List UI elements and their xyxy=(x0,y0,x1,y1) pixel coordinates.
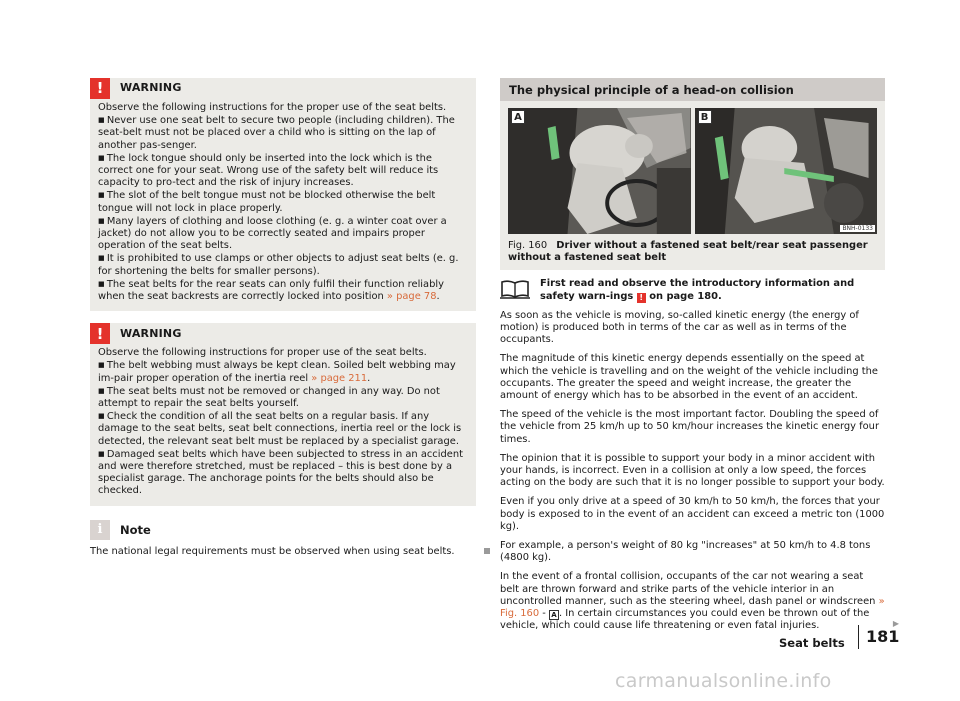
note-body: The national legal requirements must be observed when using seat belts. xyxy=(90,545,455,557)
warning-intro: Observe the following instructions for the proper use of the seat belts. xyxy=(98,102,447,113)
warning-item: ■ The seat belts must not be removed or changed in any way. Do not attempt to repair the seat belts yourself. xyxy=(98,385,468,410)
section-title: The physical principle of a head-on collision xyxy=(500,78,885,101)
crash-illustration-b xyxy=(695,108,878,234)
figure xyxy=(500,101,885,270)
page-number: 181 xyxy=(866,627,900,646)
figure-number: Fig. 160 xyxy=(508,240,548,251)
note-title: Note xyxy=(120,522,151,537)
paragraph xyxy=(500,571,899,632)
figure-panel-a xyxy=(508,108,691,234)
exclamation-icon: ! xyxy=(637,293,646,303)
panel-ref-a: A xyxy=(549,610,559,620)
warning-item: ■ The lock tongue should only be inserted into the lock which is the correct one for your seat. Wrong use of the safety belt will reduce its capacity to pro-tect and the risk of injury increases. xyxy=(98,152,468,190)
footer-divider xyxy=(858,625,859,649)
warning-item xyxy=(98,278,468,303)
paragraph: The opinion that it is possible to support your body in a minor accident with your hands, is incorrect. Even in a collision at only a low speed, the forces acting on the body are such that it is no longer possible to support your body. xyxy=(500,452,885,489)
image-code: BNH-0133 xyxy=(842,225,873,232)
continue-arrow-icon: ▶ xyxy=(892,619,899,629)
figure-panel-b xyxy=(695,108,878,234)
note-text xyxy=(90,546,476,558)
crash-illustration-a xyxy=(508,108,691,234)
watermark: carmanualsonline.info xyxy=(615,670,832,692)
section-end-icon xyxy=(484,548,490,554)
page-211-link[interactable]: » page 211 xyxy=(311,372,368,384)
warning-item: ■ Many layers of clothing and loose clothing (e. g. a winter coat over a jacket) do not allow you to be correctly seated and impairs proper operation of the seat belts. xyxy=(98,215,468,253)
panel-label-b: B xyxy=(698,110,712,124)
left-column xyxy=(90,78,476,558)
warning-item: ■ Never use one seat belt to secure two people (including children). The seat-belt must not be placed over a child who is sitting on the lap of another pas-senger. xyxy=(98,114,468,152)
read-first-pre: First read and observe the introductory information and safety warn-ings xyxy=(540,278,855,302)
paragraph-text: . In certain circumstances you could even be thrown out of the vehicle, which could cause life threatening or even fatal injuries. xyxy=(500,608,870,632)
figure-caption-text: Driver without a fastened seat belt/rear seat passenger without a fastened seat belt xyxy=(508,240,868,264)
paragraph: The magnitude of this kinetic energy depends essentially on the speed at which the vehicle is travelling and on the weight of the vehicle including the occupants. The greater the speed and weight increase, the greater the amount of energy which has to be absorbed in the event of an accident. xyxy=(500,353,878,402)
exclamation-icon: ! xyxy=(90,78,110,99)
paragraph: For example, a person's weight of 80 kg "increases" at 50 km/h to 4.8 tons (4800 kg). xyxy=(500,540,871,564)
page-78-link[interactable]: » page 78 xyxy=(386,291,437,303)
warning-box-2 xyxy=(90,323,476,505)
warning-item: ■ The slot of the belt tongue must not be blocked otherwise the belt tongue will not lock in place properly. xyxy=(98,189,468,214)
paragraph: As soon as the vehicle is moving, so-called kinetic energy (the energy of motion) is produced both in terms of the car as well as in terms of the occupants. xyxy=(500,309,859,346)
footer-section-label: Seat belts xyxy=(779,636,845,650)
read-first-block xyxy=(500,278,885,302)
warning-item xyxy=(98,359,468,384)
warning-box-1 xyxy=(90,78,476,311)
paragraph: Even if you only drive at a speed of 30 km/h to 50 km/h, the forces that your body is exposed to in the event of an accident can exceed a metric ton (1000 kg). xyxy=(500,496,885,532)
panel-label-a: A xyxy=(511,110,525,124)
open-book-icon xyxy=(500,278,530,300)
warning-header xyxy=(90,323,468,344)
read-first-text xyxy=(540,278,885,302)
exclamation-icon: ! xyxy=(90,323,110,344)
warning-intro: Observe the following instructions for proper use of the seat belts. xyxy=(98,347,427,359)
figure-caption xyxy=(508,240,877,264)
info-icon: i xyxy=(90,520,110,540)
item-end: . xyxy=(436,291,440,303)
warning-title: WARNING xyxy=(120,81,182,95)
separator: - xyxy=(539,608,549,620)
item-end: . xyxy=(367,372,371,384)
warning-item-text: The belt webbing must always be kept clean. Soiled belt webbing may im-pair proper operation of the inertia reel xyxy=(98,360,456,384)
figure-images xyxy=(508,108,877,234)
note-header xyxy=(90,520,476,540)
paragraph-text: In the event of a frontal collision, occupants of the car not wearing a seat belt are thrown forward and strike parts of the vehicle interior in an uncontrolled manner, such as the steering wheel, dash panel or windscreen xyxy=(500,571,876,607)
warning-item: ■ Check the condition of all the seat belts on a regular basis. If any damage to the seat belts, seat belt connections, inertia reel or the lock is detected, the relevant seat belt must be replaced by a specialist garage. xyxy=(98,410,468,448)
warning-item-text: The seat belts for the rear seats can only fulfil their function reliably when the seat backrests are correctly locked into position xyxy=(98,278,444,303)
warning-item: ■ Damaged seat belts which have been subjected to stress in an accident and were therefore stretched, must be replaced – this is best done by a specialist garage. The anchorage points for the belts should also be checked. xyxy=(98,448,468,498)
paragraph: The speed of the vehicle is the most important factor. Doubling the speed of the vehicle from 25 km/h up to 50 km/hour increases the kinetic energy four times. xyxy=(500,409,880,445)
warning-item: ■ It is prohibited to use clamps or other objects to adjust seat belts (e. g. for shortening the belts for smaller persons). xyxy=(98,252,468,277)
warning-header xyxy=(90,78,468,99)
right-column xyxy=(500,78,899,632)
warning-title: WARNING xyxy=(120,326,182,340)
fig-160-link[interactable]: » Fig. 160 xyxy=(500,595,885,620)
read-first-post: on page 180. xyxy=(649,290,722,302)
